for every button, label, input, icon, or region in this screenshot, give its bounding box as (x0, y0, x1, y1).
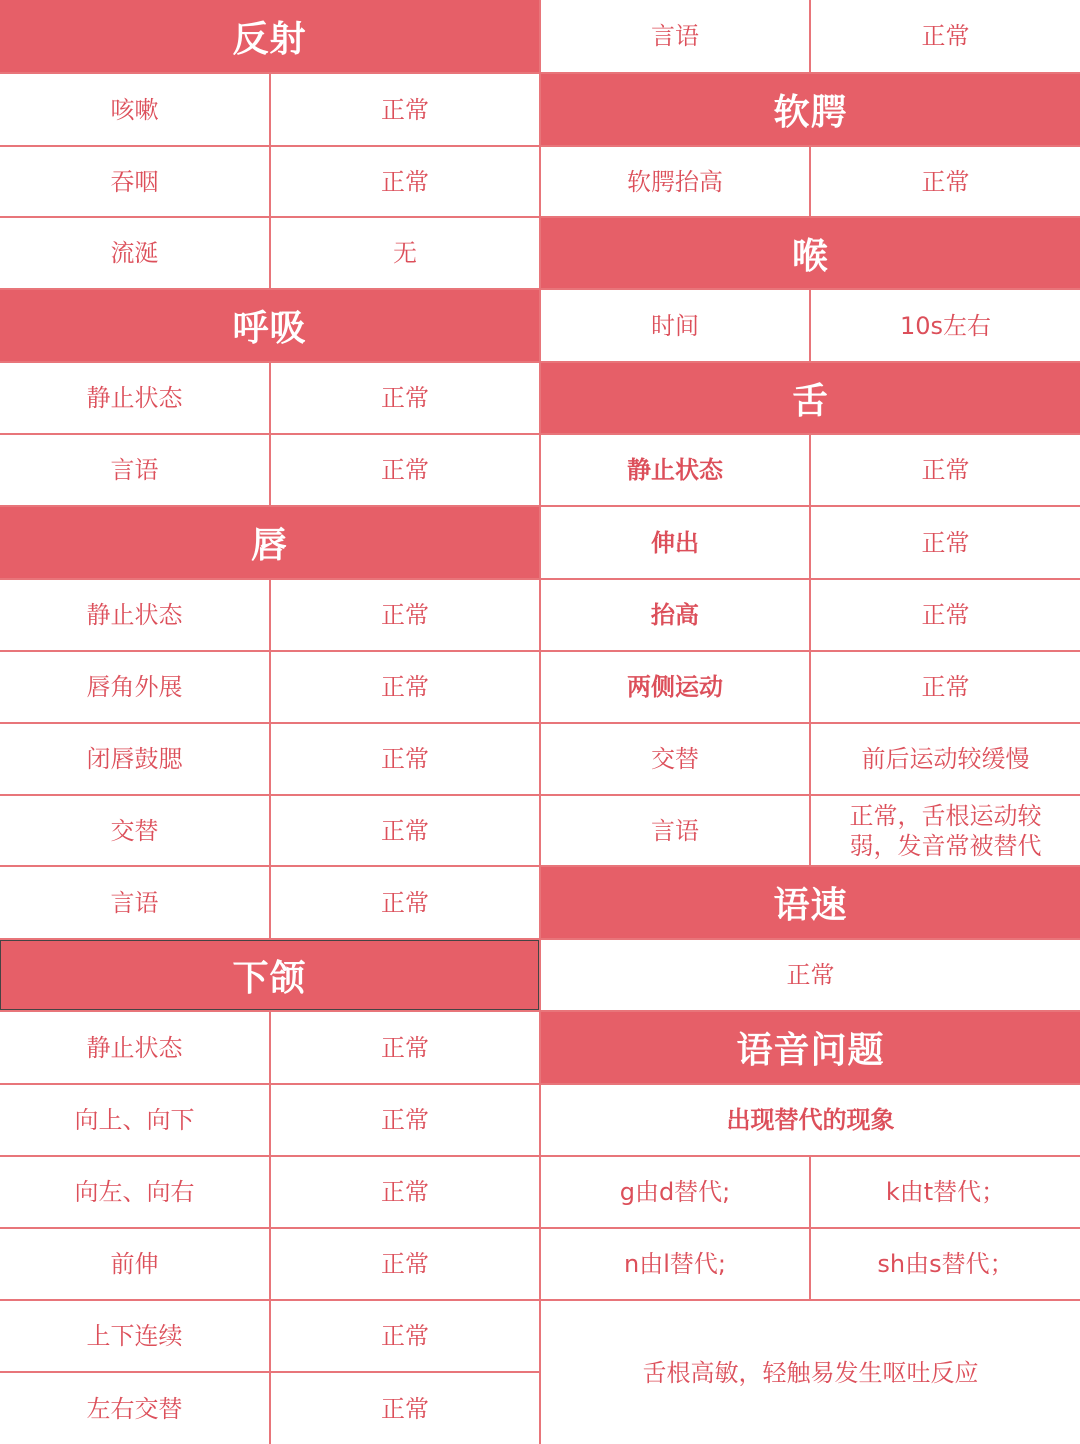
row-value-breathing-speech: 正常 (271, 435, 539, 505)
substitution-sh-s: sh由s替代； (811, 1229, 1080, 1299)
row-value-tongue-rest: 正常 (811, 435, 1080, 505)
substitution-g-d: g由d替代; (541, 1157, 809, 1227)
row-value-jaw-updown: 正常 (271, 1085, 539, 1155)
speech-problems-summary: 出现替代的现象 (541, 1085, 1080, 1155)
row-label-tongue-lateral: 两侧运动 (541, 652, 809, 722)
row-label-lips-spread: 唇角外展 (0, 652, 269, 722)
section-header-tongue: 舌 (541, 363, 1080, 433)
section-header-speech-rate: 语速 (541, 867, 1080, 938)
row-value-jaw-leftright: 正常 (271, 1157, 539, 1227)
row-label-jaw-updown: 向上、向下 (0, 1085, 269, 1155)
row-value-lips-puff: 正常 (271, 724, 539, 794)
row-value-tongue-speech (811, 796, 1080, 865)
row-value-jaw-alternate: 正常 (271, 1373, 539, 1444)
tongue-speech-line-1: 正常，舌根运动较 (849, 801, 1042, 830)
row-value-jaw-rest: 正常 (271, 1012, 539, 1083)
row-label-jaw-leftright: 向左、向右 (0, 1157, 269, 1227)
row-value-swallow: 正常 (271, 147, 539, 216)
row-label-breathing-rest: 静止状态 (0, 363, 269, 433)
row-value-breathing-rest: 正常 (271, 363, 539, 433)
row-value-palate-raise: 正常 (811, 147, 1080, 216)
row-label-tongue-rest: 静止状态 (541, 435, 809, 505)
row-label-tongue-speech: 言语 (541, 796, 809, 865)
section-header-reflex: 反射 (0, 0, 539, 72)
section-header-lips: 唇 (0, 507, 539, 578)
tongue-speech-line-2: 弱，发音常被替代 (849, 831, 1042, 860)
row-label-cough: 咳嗽 (0, 74, 269, 145)
section-header-breathing: 呼吸 (0, 290, 539, 361)
row-label-tongue-raise: 抬高 (541, 580, 809, 650)
row-label-jaw-continuous: 上下连续 (0, 1301, 269, 1371)
row-label-drooling: 流涎 (0, 218, 269, 288)
row-value-drooling: 无 (271, 218, 539, 288)
row-label-palate-raise: 软腭抬高 (541, 147, 809, 216)
row-value-lips-rest: 正常 (271, 580, 539, 650)
row-label-lips-rest: 静止状态 (0, 580, 269, 650)
row-label-lips-alternate: 交替 (0, 796, 269, 865)
row-label-speech-top: 言语 (541, 0, 809, 72)
section-header-larynx: 喉 (541, 218, 1080, 288)
section-header-soft-palate: 软腭 (541, 74, 1080, 145)
row-label-tongue-protrude: 伸出 (541, 507, 809, 578)
row-value-tongue-protrude: 正常 (811, 507, 1080, 578)
row-value-larynx-time: 10s左右 (811, 290, 1080, 361)
row-value-lips-speech: 正常 (271, 867, 539, 938)
row-value-lips-spread: 正常 (271, 652, 539, 722)
row-value-speech-top: 正常 (811, 0, 1080, 72)
row-label-tongue-alternate: 交替 (541, 724, 809, 794)
row-value-tongue-lateral: 正常 (811, 652, 1080, 722)
section-header-speech-problems: 语音问题 (541, 1012, 1080, 1083)
row-label-jaw-rest: 静止状态 (0, 1012, 269, 1083)
row-label-swallow: 吞咽 (0, 147, 269, 216)
row-label-lips-speech: 言语 (0, 867, 269, 938)
row-label-jaw-protrude: 前伸 (0, 1229, 269, 1299)
row-value-tongue-alternate: 前后运动较缓慢 (811, 724, 1080, 794)
row-label-breathing-speech: 言语 (0, 435, 269, 505)
row-label-larynx-time: 时间 (541, 290, 809, 361)
row-label-lips-puff: 闭唇鼓腮 (0, 724, 269, 794)
row-value-tongue-raise: 正常 (811, 580, 1080, 650)
row-value-jaw-continuous: 正常 (271, 1301, 539, 1371)
section-header-jaw: 下颌 (0, 940, 539, 1010)
row-value-jaw-protrude: 正常 (271, 1229, 539, 1299)
speech-rate-value: 正常 (541, 940, 1080, 1010)
row-value-lips-alternate: 正常 (271, 796, 539, 865)
speech-problems-note: 舌根高敏，轻触易发生呕吐反应 (541, 1301, 1080, 1444)
substitution-k-t: k由t替代； (811, 1157, 1080, 1227)
row-value-cough: 正常 (271, 74, 539, 145)
substitution-n-l: n由l替代; (541, 1229, 809, 1299)
row-label-jaw-alternate: 左右交替 (0, 1373, 269, 1444)
